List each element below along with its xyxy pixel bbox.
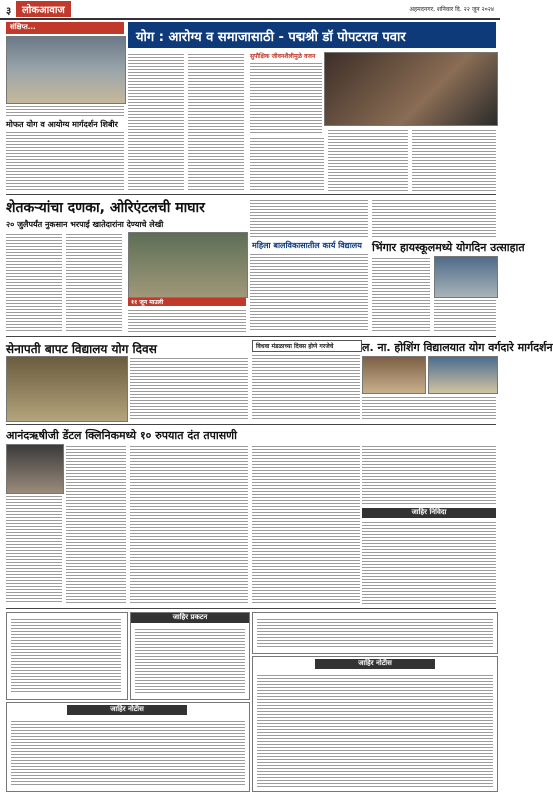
main-col-6 (412, 128, 496, 192)
senapati-headline: सेनापती बापट विद्यालय योग दिवस (6, 342, 157, 356)
senapati-text (130, 356, 248, 420)
dental-photo (6, 444, 64, 494)
dental-headline: आनंदऋषीजी डेंटल क्लिनिकमध्ये १० रुपयात दंत तपासणी (6, 429, 237, 442)
shetkari-subhead: २० जुलैपर्यंत नुकसान भरपाई खातेदारांना देण्याचे लेखी (6, 220, 164, 229)
main-col-2 (188, 52, 244, 192)
hoshing-photo-2 (428, 356, 498, 394)
widow-article (252, 353, 360, 420)
main-headline: योग : आरोग्य व समाजासाठी - पद्मश्री डॉ पोपटराव पवार (136, 30, 406, 45)
women-dept-head: महिला बालविकासातील कार्य विद्यालय (252, 241, 362, 250)
shetkari-col-2 (66, 232, 122, 332)
free-camp-headline: मोफत योग व आयोग्य मार्गदर्शन शिबीर (6, 120, 118, 129)
notice-box-2 (130, 612, 250, 700)
jahir-prakatan-title: जाहिर प्रकटन (131, 613, 249, 623)
bhingar-photo (434, 256, 498, 298)
divider (6, 608, 496, 609)
women-dept-article (250, 252, 368, 332)
center-inset-bar (128, 298, 246, 306)
right-col-text (372, 198, 496, 238)
shetkari-col-1 (6, 232, 62, 332)
bhingar-col-1 (372, 256, 430, 332)
photo-caption (6, 104, 124, 118)
dateline: अहमदनगर, शनिवार दि. २२ जून २०२४ (409, 6, 494, 13)
main-col-5 (328, 128, 408, 192)
bhingar-col-2 (434, 298, 496, 332)
center-right-text (250, 198, 368, 238)
dental-col-2 (66, 444, 126, 604)
center-photo (128, 232, 248, 298)
main-headline-bar (128, 22, 496, 48)
hoshing-photo-1 (362, 356, 426, 394)
jahir-nivida-text (362, 520, 496, 604)
dental-col-4 (252, 444, 360, 604)
main-col-4 (250, 136, 324, 192)
hoshing-text (362, 395, 496, 420)
shetkari-headline: शेतकऱ्यांचा दणका, ओरिएंटलची माघार (6, 200, 205, 216)
samkshipt-bar (6, 22, 124, 34)
dental-col-3 (130, 444, 248, 604)
divider (6, 336, 496, 337)
main-col-3 (250, 61, 322, 133)
jahir-notice-title: जाहिर नोटीस (67, 705, 187, 715)
hoshing-headline: ल. ना. होशिंग विद्यालयात योग वर्गदारे मार्गदर्शन (362, 341, 553, 354)
center-inset-title: ११ जून माउली (131, 299, 164, 306)
notice-box-1 (6, 612, 128, 700)
jahir-nivida-title: जाहिर निविदा (362, 508, 496, 518)
dental-col-1 (6, 494, 62, 604)
notice-box-4 (6, 702, 250, 792)
widow-box-title: विधवा मंडळाच्या दिवस होणे गरजेचे (256, 343, 334, 350)
yoga-group-photo (6, 36, 126, 104)
main-subhead: सुपौक्षिक जीवनशैलीमुळे वजन (250, 53, 316, 60)
popatrao-pawar-photo (324, 52, 498, 126)
center-inset-text (128, 308, 246, 332)
main-col-1 (128, 52, 184, 192)
notice-box-3 (252, 612, 498, 654)
divider (6, 194, 496, 195)
right-lower-text (362, 444, 496, 504)
free-camp-article (6, 130, 124, 192)
masthead (0, 0, 500, 20)
notice-box-5 (252, 656, 498, 792)
divider (6, 424, 496, 425)
samkshipt-label: संक्षिप्त... (10, 23, 36, 31)
newspaper-logo: लोकआवाज (16, 1, 71, 17)
senapati-photo (6, 356, 128, 422)
jahir-notice-title-2: जाहिर नोटीस (315, 659, 435, 669)
page-number: ३ (6, 6, 12, 17)
widow-box-head (252, 340, 362, 352)
bhingar-headline: भिंगार हायस्कूलमध्ये योगदिन उत्साहात (372, 241, 525, 254)
